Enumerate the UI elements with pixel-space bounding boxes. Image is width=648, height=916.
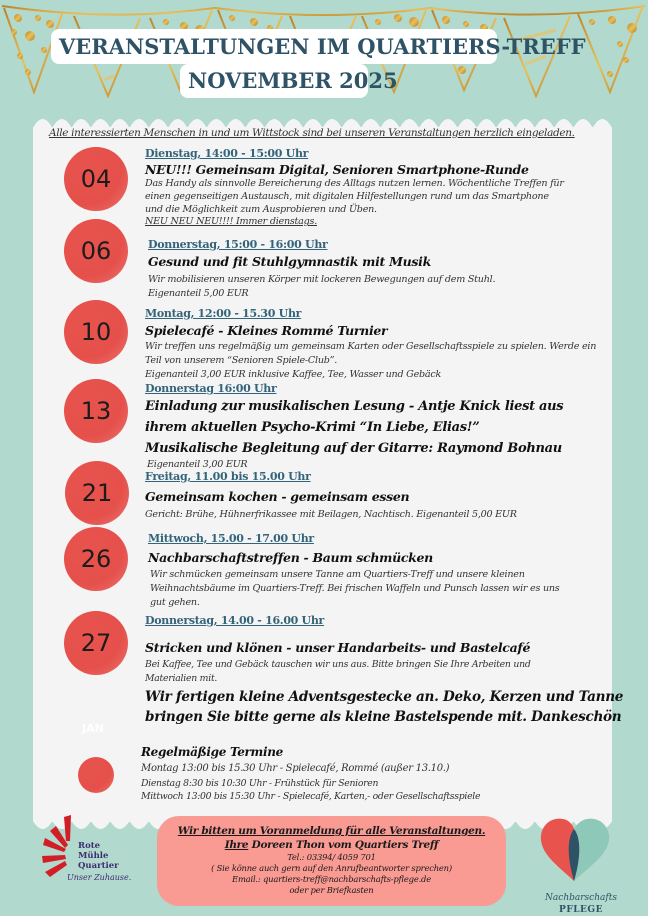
event-item (145, 614, 624, 727)
event-title: Nachbarschaftstreffen - Baum schmücken (148, 550, 433, 565)
registration-notice: Wir bitten um Voranmeldung für alle Veranstaltungen. (177, 825, 486, 837)
regular-dates-title: Regelmäßige Termine (141, 745, 283, 759)
event-title: Einladung zur musikalischen Lesung - Antje Knick liest aus (145, 399, 564, 414)
event-date: Freitag, 11.00 bis 15.00 Uhr (145, 470, 311, 483)
event-date: Mittwoch, 15.00 - 17.00 Uhr (148, 532, 314, 545)
description-line: Wir treffen uns regelmäßig um gemeinsam Karten oder Gesellschaftsspiele zu spielen. Werde ein (145, 341, 597, 352)
event-description: Eigenanteil 3,00 EUR (147, 459, 248, 470)
logo-left-slogan: Unser Zuhause. (67, 873, 132, 882)
date-circle: 21 (65, 461, 129, 525)
event-item (148, 238, 608, 301)
rote-muehle-logo (40, 815, 150, 890)
answering-machine-note: ( Sie könne auch gern auf den Anrufbeantworter sprechen) (211, 863, 452, 873)
event-item (145, 470, 605, 522)
event-title: NEU!!! Gemeinsam Digital, Senioren Smartphone-Runde (145, 162, 529, 177)
logo-text: Quartier (78, 861, 119, 871)
regular-dates (141, 743, 601, 803)
contact-phone[interactable]: Tel.: 03394/ 4059 701 (287, 852, 376, 862)
description-line: Wir mobilisieren unseren Körper mit lockeren Bewegungen auf dem Stuhl. (148, 274, 496, 285)
description-line: einen gegenseitigen Austausch, mit digitalen Hilfestellungen rund um das Smartphone (145, 190, 549, 202)
contact-person-name: Doreen Thon vom Quartiers Treff (248, 839, 439, 851)
page-title: VERANSTALTUNGEN IM QUARTIERS-TREFF (51, 29, 497, 64)
logo-text: Rote (78, 841, 101, 851)
event-item (145, 382, 605, 472)
event-title: Gemeinsam kochen - gemeinsam essen (145, 489, 410, 504)
date-circle: 06 (64, 219, 128, 283)
panel-scallop-top (33, 114, 612, 128)
date-circle: 27 (64, 611, 128, 675)
nachbarschaftspflege-logo (525, 815, 635, 915)
event-date: Donnerstag, 15:00 - 16:00 Uhr (148, 238, 328, 251)
description-line: und die Möglichkeit zum Ausprobieren und Üben. (145, 203, 377, 215)
event-title: ihrem aktuellen Psycho-Krimi “In Liebe, Elias!” (145, 420, 480, 435)
contact-box (157, 816, 506, 906)
contact-email[interactable]: Email.: quartiers-treff@nachbarschafts-pflege.de (232, 874, 431, 884)
contact-person (157, 838, 506, 852)
event-title: Musikalische Begleitung auf der Gitarre: Raymond Bohnau (145, 441, 562, 456)
logo-text: Mühle (78, 851, 109, 861)
event-description (145, 658, 605, 686)
logo-left-name (78, 841, 119, 871)
description-line: gut gehen. (150, 597, 200, 608)
intro-text: Alle interessierten Menschen in und um Wittstock sind bei unseren Veranstaltungen herzlich eingeladen. (49, 127, 575, 139)
description-line: Bei Kaffee, Tee und Gebäck tauschen wir uns aus. Bitte bringen Sie Ihre Arbeiten und (145, 659, 531, 670)
regular-dates-circle (78, 757, 114, 793)
mailbox-note: oder per Briefkasten (289, 885, 374, 895)
description-line: Eigenanteil 5,00 EUR (148, 288, 249, 299)
regular-date-line: Dienstag 8:30 bis 10:30 Uhr - Frühstück für Senioren (141, 778, 379, 789)
event-description: Gericht: Brühe, Hühnerfrikassee mit Beilagen, Nachtisch. Eigenanteil 5,00 EUR (145, 509, 517, 520)
description-line: Eigenanteil 3,00 EUR inklusive Kaffee, Tee, Wasser und Gebäck (145, 369, 442, 380)
description-line: Wir schmücken gemeinsam unsere Tanne am Quartiers-Treff und unsere kleinen (150, 569, 525, 580)
event-item (148, 532, 608, 610)
event-date: Montag, 12:00 - 15.30 Uhr (145, 307, 302, 320)
description-line: Materialien mit. (145, 673, 218, 684)
description-line: Teil von unserem “Senioren Spiele-Club”. (145, 355, 338, 366)
event-date: Dienstag, 14:00 - 15:00 Uhr (145, 147, 309, 160)
heart-icon (537, 817, 613, 883)
event-title: Spielecafé - Kleines Rommé Turnier (145, 323, 388, 338)
regular-date-line: Montag 13:00 bis 15.30 Uhr - Spielecafé, Rommé (außer 13.10.) (141, 763, 450, 774)
event-description (145, 178, 605, 229)
event-extra: Wir fertigen kleine Adventsgestecke an. Deko, Kerzen und Tanne (145, 689, 624, 705)
event-date: Donnerstag 16:00 Uhr (145, 382, 277, 395)
logo-right-line2: PFLEGE (559, 905, 603, 915)
page-subtitle-month: NOVEMBER 2025 (180, 64, 368, 98)
event-description (148, 273, 608, 301)
event-description (145, 340, 605, 382)
contact-person-prefix: Ihre (224, 839, 249, 851)
date-circle: 26 (64, 527, 128, 591)
event-item (145, 147, 605, 229)
logo-right-line1: Nachbarschafts (545, 893, 617, 903)
event-title: Stricken und klönen - unser Handarbeits- und Bastelcafé (145, 640, 531, 655)
date-circle: 13 (64, 379, 128, 443)
description-line: Weihnachtsbäume im Quartiers-Treff. Bei frischen Waffeln und Punsch lassen wir es uns (150, 583, 560, 594)
regular-date-line: Mittwoch 13:00 bis 15:30 Uhr - Spielecafé, Karten,- oder Gesellschaftsspiele (141, 791, 481, 802)
event-item (145, 307, 605, 382)
date-circle: 04 (64, 147, 128, 211)
event-description (150, 568, 608, 610)
jan-label: JAN (82, 722, 104, 735)
event-note: NEU NEU NEU!!!! Immer dienstags. (145, 216, 317, 228)
date-circle: 10 (64, 300, 128, 364)
event-extra: bringen Sie bitte gerne als kleine Bastelspende mit. Dankeschön (145, 709, 622, 725)
description-line: Das Handy als sinnvolle Bereicherung des Alltags nutzen lernen. Wöchentliche Treffen für (145, 178, 564, 189)
event-date: Donnerstag, 14.00 - 16.00 Uhr (145, 614, 325, 627)
event-title: Gesund und fit Stuhlgymnastik mit Musik (148, 254, 431, 269)
